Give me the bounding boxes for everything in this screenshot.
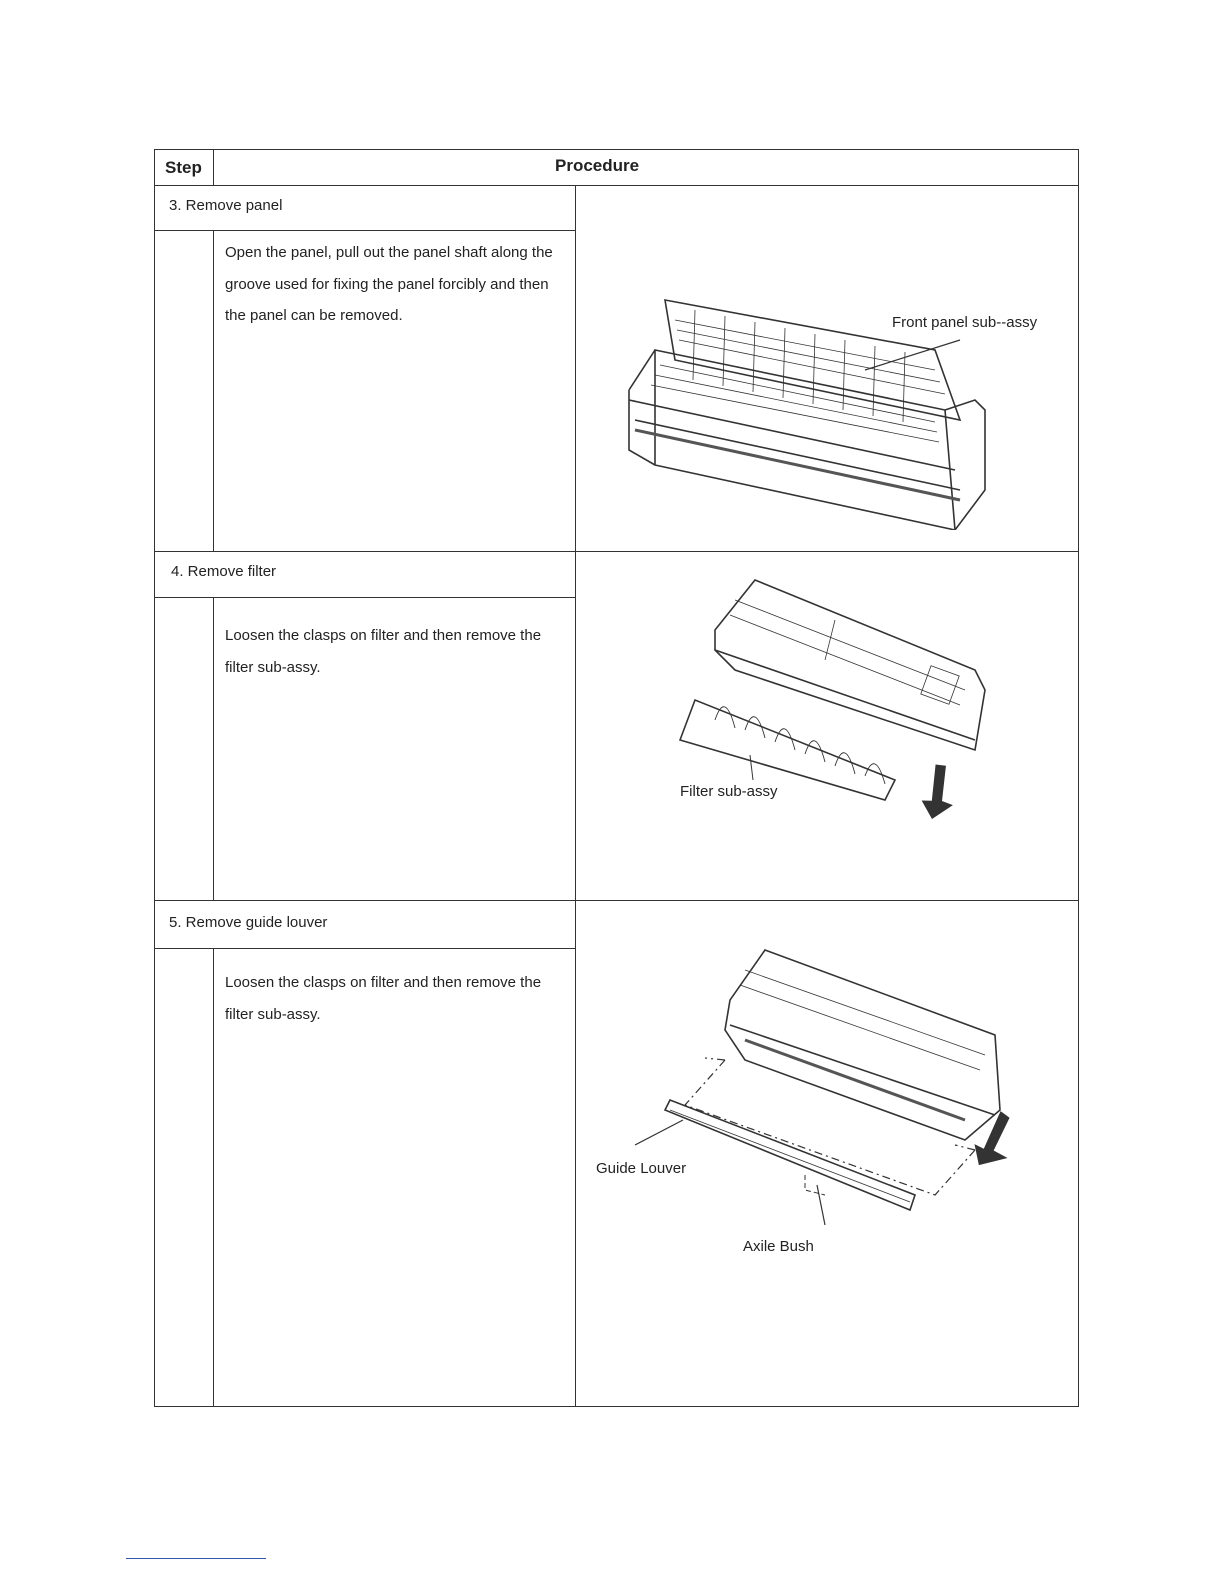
step-row-divider [155,900,1078,901]
guide-louver-illustration [595,940,1035,1260]
guide-louver-callout: Guide Louver [596,1160,687,1177]
title-divider [155,230,575,231]
procedure-column-header: Procedure [555,156,640,175]
step-column-line [213,230,214,551]
step-column-header: Step [165,158,202,177]
title-divider [155,948,575,949]
step-row-divider [155,551,1078,552]
step-title: 3. Remove panel [169,197,283,214]
filter-callout: Filter sub-assy [680,783,778,800]
front-panel-callout: Front panel sub--assy [892,314,1038,331]
header-divider [155,185,1078,186]
step-title: 5. Remove guide louver [169,914,328,931]
step-description: Loosen the clasps on filter and then remove the filter sub-assy. [225,974,542,1023]
step-description: Open the panel, pull out the panel shaft along the groove used for fixing the panel forcibly and then the panel can be removed. [225,244,553,324]
procedure-table [154,149,1079,1407]
illustration-column-divider [575,185,576,1407]
footer-rule [126,1558,266,1559]
step-title: 4. Remove filter [171,563,277,580]
step-column-line [213,597,214,900]
axile-bush-callout: Axile Bush [743,1238,814,1255]
step-description: Loosen the clasps on filter and then remove the filter sub-assy. [225,627,542,676]
title-divider [155,597,575,598]
step-column-line [213,948,214,1407]
header-column-divider [213,150,214,186]
